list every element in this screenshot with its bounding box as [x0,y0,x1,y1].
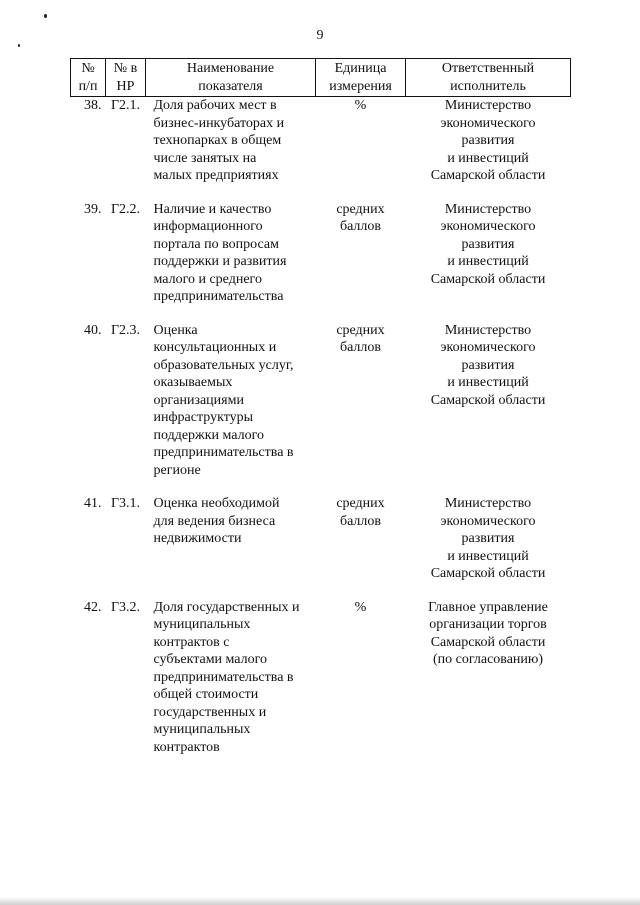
scan-speck [44,14,47,18]
page-number: 9 [316,28,324,43]
row-responsible: Главное управление организации торгов Самарской области (по согласованию) [428,599,548,667]
row-number: 40. [84,322,102,338]
row-indicator-name: Доля рабочих мест в бизнес-инкубаторах и технопарках в общем числе занятых на малых предприятиях [153,98,285,183]
row-unit: % [354,98,367,113]
header-number: № п/п [71,59,106,97]
row-unit: средних баллов [336,201,385,234]
row-responsible: Министерство экономического развития и инвестиций Самарской области [430,322,546,408]
indicators-table [70,58,571,772]
row-code: Г2.2. [110,201,141,217]
header-unit: Единица измерения [316,59,406,97]
table-row [71,495,571,599]
row-responsible: Министерство экономического развития и инвестиций Самарской области [430,496,546,581]
row-indicator-name: Доля государственных и муниципальных контрактов с субъектами малого предпринимательства в общей стоимости государственных и муниципальных контрактов [153,599,300,755]
row-indicator-name: Наличие и качество информационного портала по вопросам поддержки и развития малого и среднего предпринимательства [153,201,287,304]
header-responsible: Ответственный исполнитель [406,59,571,97]
table-row [71,97,571,201]
row-responsible: Министерство экономического развития и инвестиций Самарской области [430,201,546,287]
row-unit: средних баллов [336,322,385,355]
row-code: Г2.3. [110,322,141,338]
scan-edge-shadow [0,897,640,905]
table-header-row [71,59,571,97]
row-indicator-name: Оценка необходимой для ведения бизнеса недвижимости [153,496,280,546]
row-number: 42. [84,599,102,615]
row-code: Г2.1. [110,98,141,113]
row-responsible: Министерство экономического развития и инвестиций Самарской области [430,98,546,183]
table-row [71,599,571,773]
row-indicator-name: Оценка консультационных и образовательных услуг, оказываемых организациями инфраструктуры поддержки малого предпринимательства в регионе [153,322,294,478]
row-code: Г3.2. [110,599,141,615]
row-code: Г3.1. [110,496,141,511]
row-number: 39. [84,201,102,217]
header-code: № в НР [106,59,146,97]
row-number: 41. [84,496,102,511]
table-row [71,201,571,322]
table-row [71,322,571,496]
row-unit: % [354,599,367,615]
scan-speck [18,44,20,47]
header-indicator-name: Наименование показателя [146,59,316,97]
row-number: 38. [84,98,102,113]
row-unit: средних баллов [336,496,385,529]
